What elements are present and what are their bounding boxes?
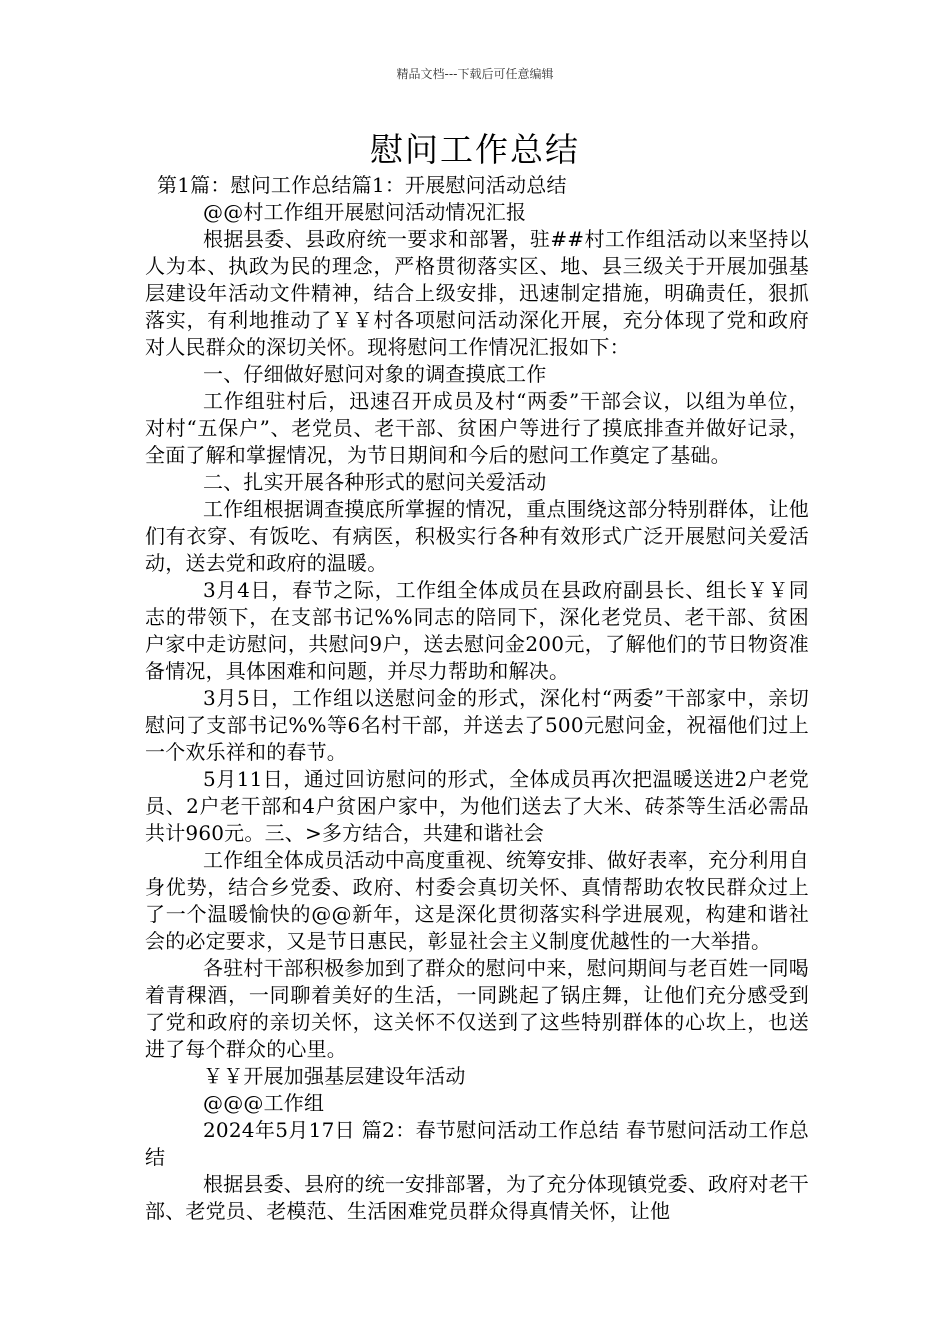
body-paragraph: 工作组驻村后，迅速召开成员及村“两委”干部会议，以组为单位，对村“五保户”、老党员、老干部、贫困户等进行了摸底排查并做好记录，全面了解和掌握情况，为节日期间和今后的慰问工作奠定了基础。 — [145, 389, 809, 467]
section-heading-part-1: 第1篇：慰问工作总结篇1：开展慰问活动总结 — [157, 173, 567, 197]
section-heading-2: 二、扎实开展各种形式的慰问关爱活动 — [203, 470, 547, 494]
document-body — [145, 172, 809, 1225]
document-title: 慰问工作总结 — [370, 130, 580, 169]
section-heading-1: 一、仔细做好慰问对象的调查摸底工作 — [203, 362, 547, 386]
report-subtitle: @@村工作组开展慰问活动情况汇报 — [203, 200, 527, 224]
body-paragraph: 3月5日，工作组以送慰问金的形式，深化村“两委”干部家中，亲切慰问了支部书记%%等6名村干部，并送去了500元慰问金，祝福他们过上一个欢乐祥和的春节。 — [145, 686, 809, 764]
signature-group: @@@工作组 — [203, 1091, 325, 1115]
page-header-note: 精品文档---下载后可任意编辑 — [396, 67, 554, 81]
body-paragraph: 5月11日，通过回访慰问的形式，全体成员再次把温暖送进2户老党员、2户老干部和4户贫困户家中，为他们送去了大米、砖茶等生活必需品共计960元。三、>多方结合，共建和谐社会 — [145, 767, 809, 845]
body-paragraph: 工作组根据调查摸底所掌握的情况，重点围绕这部分特别群体，让他们有衣穿、有饭吃、有病医，积极实行各种有效形式广泛开展慰问关爱活动，送去党和政府的温暖。 — [145, 497, 809, 575]
date-and-part-2-heading: 2024年5月17日 篇2：春节慰问活动工作总结 春节慰问活动工作总结 — [145, 1118, 809, 1169]
body-paragraph: 根据县委、县府的统一安排部署，为了充分体现镇党委、政府对老干部、老党员、老模范、生活困难党员群众得真情关怀，让他 — [145, 1172, 809, 1223]
body-paragraph: 各驻村干部积极参加到了群众的慰问中来，慰问期间与老百姓一同喝着青稞酒，一同聊着美好的生活，一同跳起了锅庄舞，让他们充分感受到了党和政府的亲切关怀，这关怀不仅送到了这些特别群体的心坎上，也送进了每个群众的心里。 — [145, 956, 809, 1061]
signature-activity: ￥￥开展加强基层建设年活动 — [203, 1064, 466, 1088]
body-paragraph: 根据县委、县政府统一要求和部署，驻##村工作组活动以来坚持以人为本、执政为民的理念，严格贯彻落实区、地、县三级关于开展加强基层建设年活动文件精神，结合上级安排，迅速制定措施，明确责任，狠抓落实，有利地推动了￥￥村各项慰问活动深化开展，充分体现了党和政府对人民群众的深切关怀。现将慰问工作情况汇报如下： — [145, 227, 809, 359]
body-paragraph: 3月4日，春节之际，工作组全体成员在县政府副县长、组长￥￥同志的带领下，在支部书记%%同志的陪同下，深化老党员、老干部、贫困户家中走访慰问，共慰问9户，送去慰问金200元，了解他们的节日物资准备情况，具体困难和问题，并尽力帮助和解决。 — [145, 578, 809, 683]
body-paragraph: 工作组全体成员活动中高度重视、统筹安排、做好表率，充分利用自身优势，结合乡党委、政府、村委会真切关怀、真情帮助农牧民群众过上了一个温暖愉快的@@新年，这是深化贯彻落实科学进展观，构建和谐社会的必定要求，又是节日惠民，彰显社会主义制度优越性的一大举措。 — [145, 848, 809, 953]
